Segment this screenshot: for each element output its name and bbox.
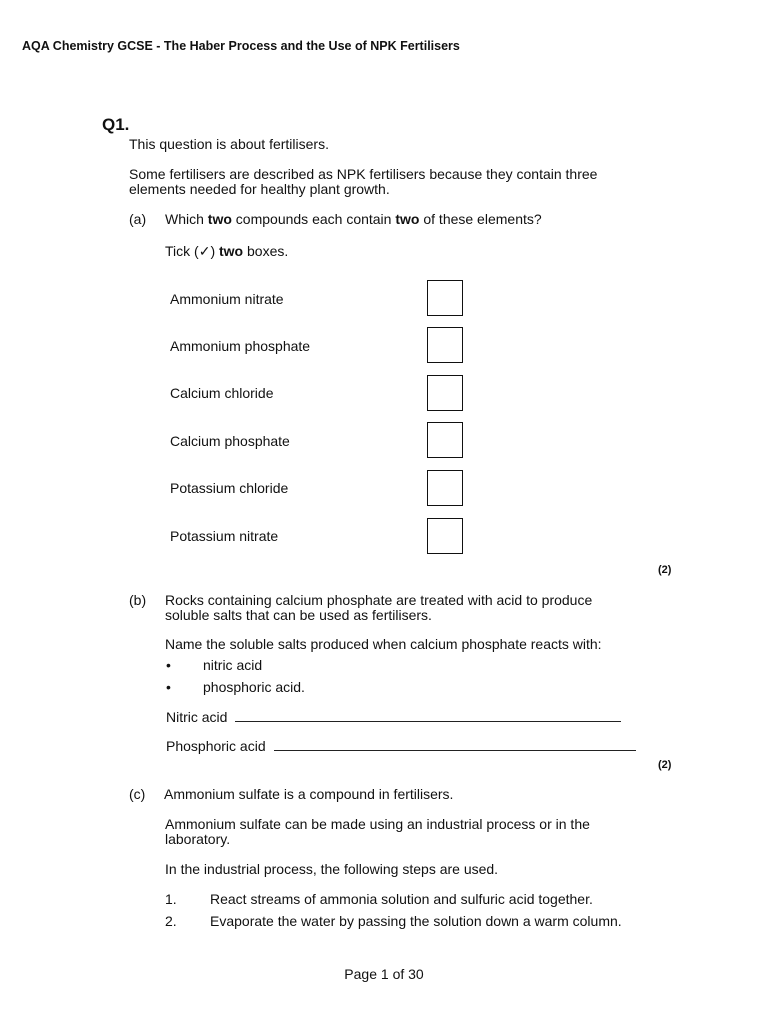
part-b-text-line-2: soluble salts that can be used as fertilisers. [165,607,432,623]
part-a-label: (a) [129,211,147,227]
option-label-potassium-nitrate: Potassium nitrate [170,528,279,544]
option-label-calcium-chloride: Calcium chloride [170,385,274,401]
tick-mark-icon: ✓ [198,243,211,259]
question-intro: This question is about fertilisers. [129,136,329,152]
phosphoric-acid-answer-row [166,738,636,754]
tick-instruction-bold: two [219,243,244,259]
tick-instruction-post: boxes. [243,243,289,259]
checkbox-potassium-nitrate[interactable] [427,518,463,554]
part-a-question-bold-2: two [395,211,420,227]
part-c-text: Ammonium sulfate is a compound in fertilisers. [164,786,454,802]
step-number: 1. [165,891,177,907]
option-label-ammonium-nitrate: Ammonium nitrate [170,291,284,307]
bullet-item-nitric-acid: nitric acid [203,657,263,673]
checkbox-potassium-chloride[interactable] [427,470,463,506]
step-text: Evaporate the water by passing the solution down a warm column. [210,913,622,929]
tick-instruction [165,243,288,259]
nitric-acid-answer-label: Nitric acid [166,709,228,725]
option-label-potassium-chloride: Potassium chloride [170,480,289,496]
part-c-para1-line-1: Ammonium sulfate can be made using an industrial process or in the [165,816,590,832]
part-a-question-mid: compounds each contain [231,211,396,227]
page-of-label: of [392,966,405,982]
phosphoric-acid-answer-line[interactable] [274,738,636,751]
part-a-question-post: of these elements? [419,211,542,227]
tick-instruction-mid: ) [210,243,219,259]
nitric-acid-answer-row [166,709,621,725]
step-number: 2. [165,913,177,929]
part-b-label: (b) [129,592,147,608]
part-c-para2: In the industrial process, the following steps are used. [165,861,499,877]
checkbox-calcium-chloride[interactable] [427,375,463,411]
bullet-icon: • [166,679,171,695]
page-footer [0,966,768,982]
part-a-question-bold-1: two [207,211,232,227]
part-c-label: (c) [129,786,146,802]
page-total: 30 [408,966,424,982]
bullet-icon: • [166,657,171,673]
page-label: Page [344,966,377,982]
bullet-item-phosphoric-acid: phosphoric acid. [203,679,305,695]
step-text: React streams of ammonia solution and sulfuric acid together. [210,891,593,907]
checkbox-calcium-phosphate[interactable] [427,422,463,458]
nitric-acid-answer-line[interactable] [235,709,621,722]
part-b-marks: (2) [658,759,672,771]
part-b-prompt: Name the soluble salts produced when calcium phosphate reacts with: [165,636,602,652]
part-a-question-pre: Which [165,211,208,227]
tick-instruction-pre: Tick ( [165,243,199,259]
checkbox-ammonium-phosphate[interactable] [427,327,463,363]
part-a-marks: (2) [658,564,672,576]
npk-text-line-1: Some fertilisers are described as NPK fertilisers because they contain three [129,166,598,182]
npk-text-line-2: elements needed for healthy plant growth. [129,181,390,197]
document-header: AQA Chemistry GCSE - The Haber Process and the Use of NPK Fertilisers [22,39,460,53]
phosphoric-acid-answer-label: Phosphoric acid [166,738,266,754]
page-number: 1 [380,966,389,982]
option-label-ammonium-phosphate: Ammonium phosphate [170,338,311,354]
option-label-calcium-phosphate: Calcium phosphate [170,433,290,449]
checkbox-ammonium-nitrate[interactable] [427,280,463,316]
part-a-question [165,211,542,227]
part-c-para1-line-2: laboratory. [165,831,231,847]
question-number: Q1. [102,115,130,134]
part-b-text-line-1: Rocks containing calcium phosphate are treated with acid to produce [165,592,593,608]
